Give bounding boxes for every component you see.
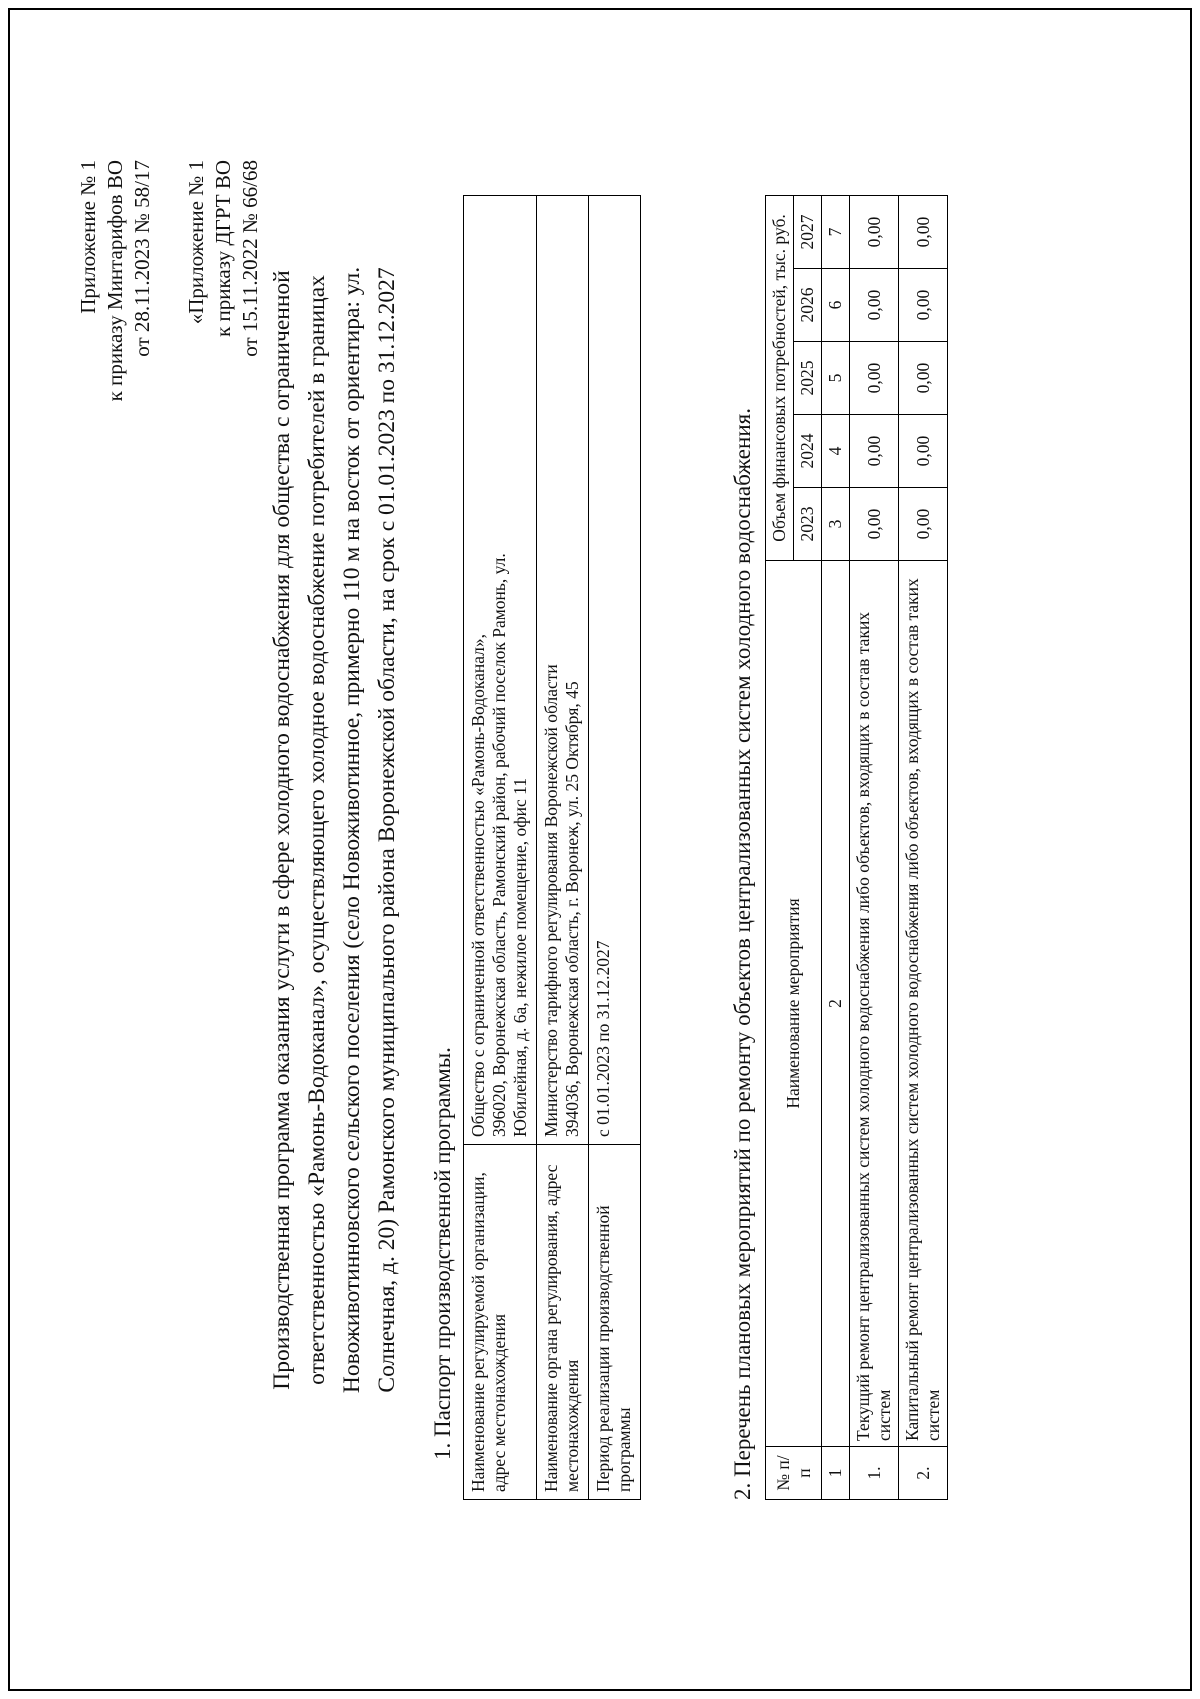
value-line: Общество с ограниченной ответственностью «Рамонь-Водоканал», bbox=[468, 633, 488, 1137]
table-row bbox=[850, 196, 899, 1500]
value-line: 394036, Воронежская область, г. Воронеж, ул. 25 Октября, 45 bbox=[562, 681, 582, 1137]
value-cell: 0,00 bbox=[850, 196, 899, 269]
passport-value bbox=[589, 196, 641, 1145]
index-cell: 2 bbox=[822, 561, 850, 1447]
index-cell: 1 bbox=[822, 1447, 850, 1500]
table-row bbox=[899, 196, 948, 1500]
col-num-header: № п/п bbox=[766, 1447, 822, 1500]
repair-measures-table bbox=[765, 195, 948, 1500]
approval-line: «Приложение № 1 bbox=[184, 160, 208, 325]
col-volume-header: Объем финансовых потребностей, тыс. руб. bbox=[766, 196, 794, 561]
year-header: 2027 bbox=[794, 196, 822, 269]
approval-line: к приказу Минтарифов ВО bbox=[103, 160, 127, 402]
index-cell: 5 bbox=[822, 342, 850, 415]
passport-label: Наименование органа регулирования, адрес местонахождения bbox=[537, 1145, 589, 1500]
approval-block-1 bbox=[75, 160, 156, 401]
year-header: 2026 bbox=[794, 269, 822, 342]
year-header: 2023 bbox=[794, 488, 822, 561]
title-line: Производственная программа оказания услуги в сфере холодного водоснабжения для общества с ограниченной bbox=[269, 270, 295, 1390]
index-cell: 7 bbox=[822, 196, 850, 269]
table-header-row bbox=[766, 196, 794, 1500]
measure-name: Капитальный ремонт централизованных систем холодного водоснабжения либо объектов, входящих в состав таких систем bbox=[899, 561, 948, 1447]
passport-value bbox=[464, 196, 537, 1145]
section2-heading: 2. Перечень плановых мероприятий по ремонту объектов централизованных систем холодного водоснабжения. bbox=[730, 408, 755, 1500]
value-cell: 0,00 bbox=[850, 269, 899, 342]
value-cell: 0,00 bbox=[899, 269, 948, 342]
approval-line: Приложение № 1 bbox=[76, 160, 100, 314]
document-title bbox=[265, 180, 405, 1480]
passport-label: Наименование регулируемой организации, адрес местонахождения bbox=[464, 1145, 537, 1500]
value-cell: 0,00 bbox=[899, 342, 948, 415]
value-line: Юбилейная, д. 6а, нежилое помещение, офис 11 bbox=[510, 778, 530, 1137]
rotated-page bbox=[40, 100, 1160, 1600]
approval-line: к приказу ДГРТ ВО bbox=[211, 160, 235, 337]
measure-name: Текущий ремонт централизованных систем холодного водоснабжения либо объектов, входящих в состав таких систем bbox=[850, 561, 899, 1447]
title-line: ответственностью «Рамонь-Водоканал», осуществляющего холодное водоснабжение потребителей в границах bbox=[304, 275, 330, 1385]
year-header: 2024 bbox=[794, 415, 822, 488]
approval-block-2 bbox=[183, 160, 264, 401]
value-cell: 0,00 bbox=[850, 342, 899, 415]
approval-stamps bbox=[75, 160, 291, 401]
index-cell: 4 bbox=[822, 415, 850, 488]
table-row bbox=[464, 196, 537, 1500]
value-line: с 01.01.2023 по 31.12.2027 bbox=[593, 940, 613, 1137]
index-row bbox=[822, 196, 850, 1500]
value-cell: 0,00 bbox=[899, 488, 948, 561]
col-name-header: Наименование мероприятия bbox=[766, 561, 822, 1447]
table-row bbox=[589, 196, 641, 1500]
passport-value bbox=[537, 196, 589, 1145]
row-num: 2. bbox=[899, 1447, 948, 1500]
approval-line: от 15.11.2022 № 66/68 bbox=[238, 160, 262, 357]
passport-table bbox=[463, 195, 641, 1500]
document-sheet bbox=[40, 100, 1160, 1600]
year-header: 2025 bbox=[794, 342, 822, 415]
passport-label: Период реализации производственной программы bbox=[589, 1145, 641, 1500]
section1-heading: 1. Паспорт производственной программы. bbox=[430, 1047, 455, 1460]
title-line: Новоживотинновского сельского поселения (село Новоживотинное, примерно 110 м на восток от ориентира: ул. bbox=[339, 266, 365, 1394]
value-cell: 0,00 bbox=[850, 415, 899, 488]
value-line: Министерство тарифного регулирования Воронежской области bbox=[541, 664, 561, 1137]
title-line: Солнечная, д. 20) Рамонского муниципального района Воронежской области, на срок с 01.01.2023 по 31.12.2027 bbox=[374, 267, 400, 1393]
value-cell: 0,00 bbox=[850, 488, 899, 561]
value-cell: 0,00 bbox=[899, 415, 948, 488]
value-cell: 0,00 bbox=[899, 196, 948, 269]
table-row bbox=[537, 196, 589, 1500]
approval-line: от 28.11.2023 № 58/17 bbox=[130, 160, 154, 357]
row-num: 1. bbox=[850, 1447, 899, 1500]
index-cell: 3 bbox=[822, 488, 850, 561]
value-line: 396020, Воронежская область, Рамонский район, рабочий поселок Рамонь, ул. bbox=[489, 553, 509, 1137]
index-cell: 6 bbox=[822, 269, 850, 342]
